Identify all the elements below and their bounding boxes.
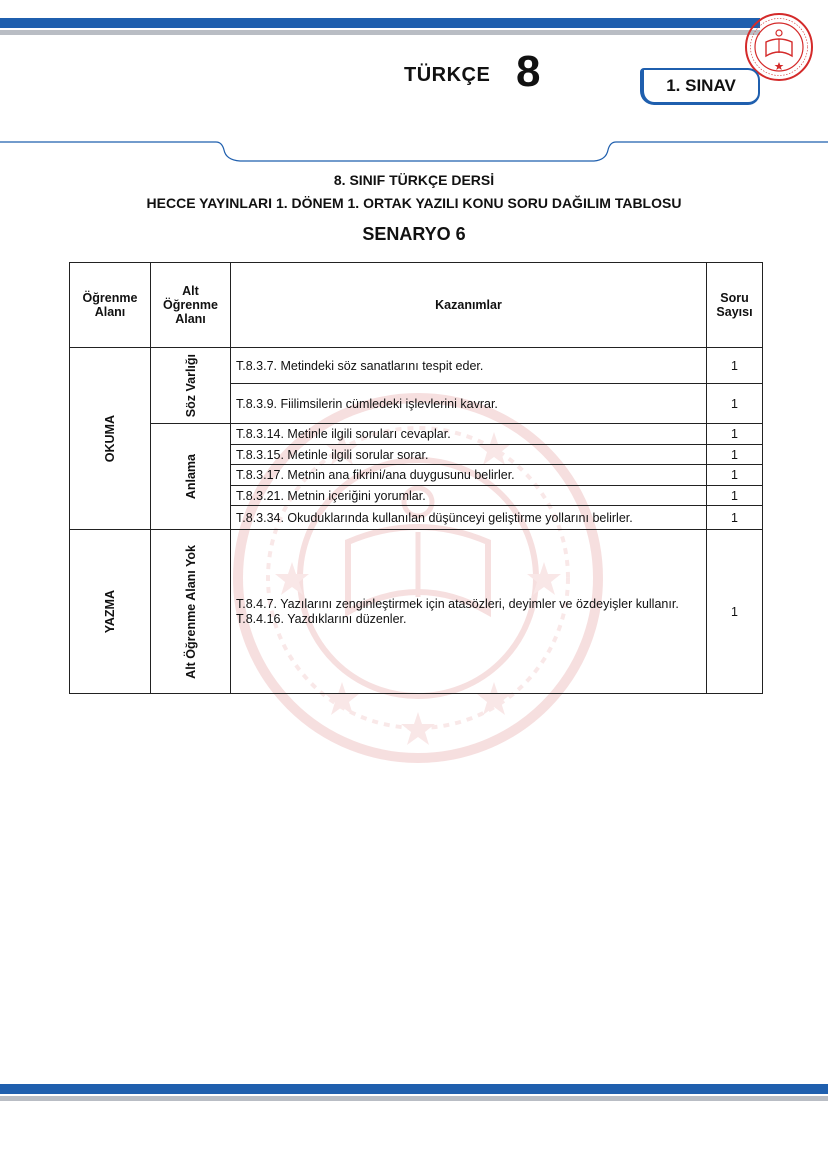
count-cell: 1 xyxy=(707,424,763,445)
top-gray-bar xyxy=(0,30,760,35)
subject-title: TÜRKÇE xyxy=(404,64,491,86)
count-cell: 1 xyxy=(707,384,763,424)
sub-area-cell xyxy=(151,424,231,530)
exam-label-tab: 1. SINAV xyxy=(640,68,760,105)
doc-title-scenario: SENARYO 6 xyxy=(362,224,466,244)
bottom-gray-bar xyxy=(0,1096,828,1101)
outcome-cell: T.8.3.14. Metinle ilgili soruları cevaplar. xyxy=(231,424,707,445)
top-blue-bar xyxy=(0,18,760,28)
count-cell: 1 xyxy=(707,348,763,384)
count-cell: 1 xyxy=(707,445,763,465)
count-cell: 1 xyxy=(707,465,763,486)
sub-area-label: Söz Varlığı xyxy=(183,353,198,418)
outcome-line: T.8.4.7. Yazılarını zenginleştirmek için atasözleri, deyimler ve özdeyişler kullanır. xyxy=(236,596,679,611)
outcome-cell: T.8.3.7. Metindeki söz sanatlarını tespit eder. xyxy=(231,348,707,384)
outcome-line: T.8.4.16. Yazdıklarını düzenler. xyxy=(236,611,407,626)
count-cell: 1 xyxy=(707,530,763,694)
header-learning-area: Öğrenme Alanı xyxy=(70,263,151,348)
grade-number: 8 xyxy=(516,47,541,96)
header-question-count: Soru Sayısı xyxy=(707,263,763,348)
table-row xyxy=(70,348,763,384)
sub-area-label: Anlama xyxy=(183,453,198,500)
outcome-cell: T.8.3.9. Fiilimsilerin cümledeki işlevlerini kavrar. xyxy=(231,384,707,424)
area-label: OKUMA xyxy=(103,414,117,463)
outcome-cell: T.8.3.17. Metnin ana fikrini/ana duygusunu belirler. xyxy=(231,465,707,486)
header-outcomes: Kazanımlar xyxy=(231,263,707,348)
table-header-row xyxy=(70,263,763,348)
outcome-cell: T.8.3.21. Metnin içeriğini yorumlar. xyxy=(231,486,707,506)
area-cell xyxy=(70,348,151,530)
doc-title-line1: 8. SINIF TÜRKÇE DERSİ xyxy=(333,172,495,188)
doc-title-line2: HECCE YAYINLARI 1. DÖNEM 1. ORTAK YAZILI KONU SORU DAĞILIM TABLOSU xyxy=(146,195,682,211)
sub-area-label: Alt Öğrenme Alanı Yok xyxy=(183,544,198,679)
table-row xyxy=(70,424,763,445)
table-row xyxy=(70,530,763,694)
header-divider xyxy=(0,138,828,168)
sub-area-cell xyxy=(151,348,231,424)
sub-area-cell xyxy=(151,530,231,694)
count-cell: 1 xyxy=(707,506,763,530)
header-sub-learning-area: Alt Öğrenme Alanı xyxy=(151,263,231,348)
bottom-blue-bar xyxy=(0,1084,828,1094)
outcome-cell: T.8.3.34. Okuduklarında kullanılan düşünceyi geliştirme yollarını belirler. xyxy=(231,506,707,530)
area-label: YAZMA xyxy=(103,589,117,634)
count-cell: 1 xyxy=(707,486,763,506)
outcome-cell xyxy=(231,530,707,694)
outcome-cell: T.8.3.15. Metinle ilgili sorular sorar. xyxy=(231,445,707,465)
question-distribution-table xyxy=(69,262,763,694)
area-cell xyxy=(70,530,151,694)
